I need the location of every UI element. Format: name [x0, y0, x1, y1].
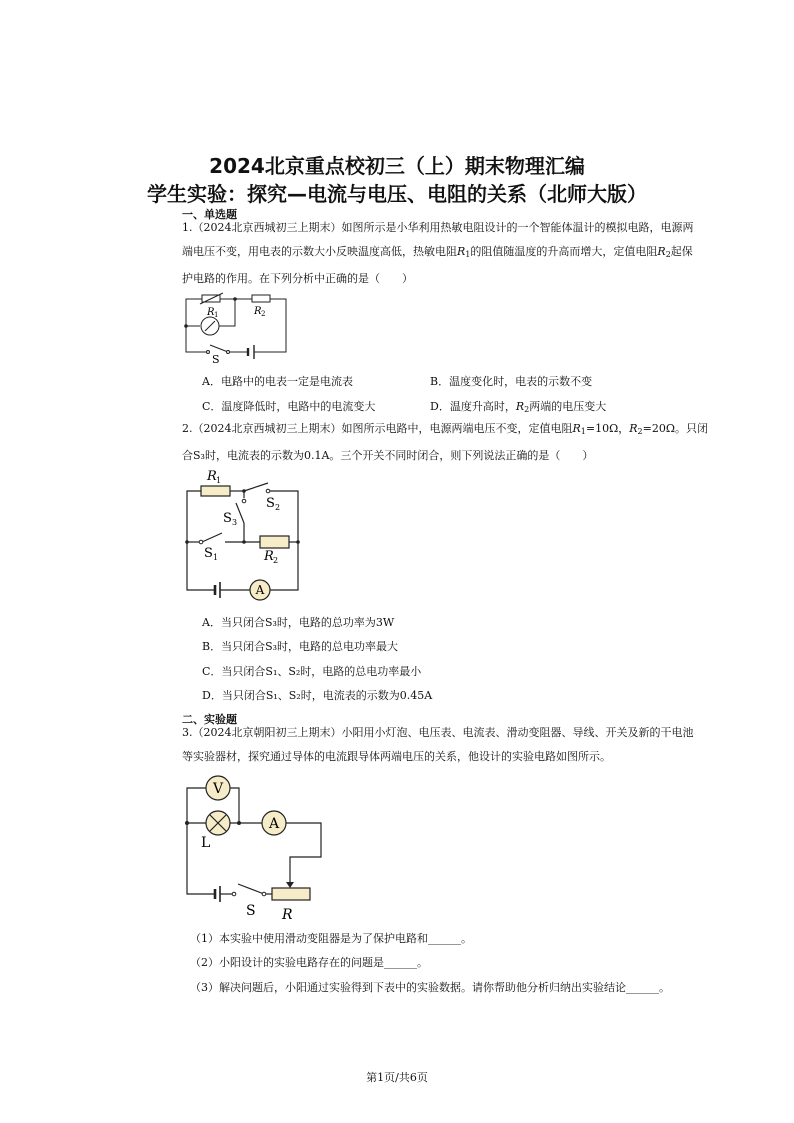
voltmeter-label: V [212, 781, 224, 797]
question-2-line-a: 2.（2024北京西城初三上期末）如图所示电路中，电源两端电压不变，定值电阻$R_1=10\Omega$，$R_2=20\Omega$。只闭 [182, 422, 708, 436]
label-r2: R [254, 306, 262, 317]
question-2-stem [182, 417, 760, 468]
document-subtitle: 学生实验：探究—电流与电压、电阻的关系（北师大版） [147, 182, 647, 206]
question-1-stem [182, 216, 760, 291]
label-r1: R [207, 307, 215, 318]
question-3-stem [182, 721, 760, 769]
question-3-line-a: 3.（2024北京朝阳初三上期末）小阳用小灯泡、电压表、电流表、滑动变阻器、导线、开关及新的干电池 [182, 726, 694, 739]
question-2-option-b: B．当只闭合S₃时，电路的总电功率最大 [202, 640, 399, 653]
label-r1-sub: 1 [216, 476, 222, 485]
section-heading-single-choice: 一、单选题 [182, 208, 237, 221]
label-s2: S [266, 496, 275, 511]
question-3-line-b: 等实验器材，探究通过导体的电流跟导体两端电压的关系，他设计的实验电路如图所示。 [182, 750, 611, 763]
label-r2: R [264, 549, 274, 564]
question-2-option-c: C．当只闭合S₁、S₂时，电路的总电功率最小 [202, 665, 422, 678]
question-2-circuit-diagram [180, 465, 305, 605]
label-r2-sub: 2 [273, 556, 279, 565]
question-1-option-b: B．温度变化时，电表的示数不变 [430, 375, 593, 388]
label-s3-sub: 3 [232, 518, 238, 527]
question-2-option-a: A．当只闭合S₃时，电路的总功率为3W [202, 616, 395, 629]
question-1-option-a: A．电路中的电表一定是电流表 [202, 375, 353, 388]
question-1-option-c: C．温度降低时，电路中的电流变大 [202, 400, 376, 413]
section-heading-experiment: 二、实验题 [182, 713, 237, 726]
question-2-option-d: D．当只闭合S₁、S₂时，电流表的示数为0.45A [202, 689, 433, 702]
question-3-circuit-diagram [180, 770, 330, 922]
label-r1: R [207, 469, 217, 484]
page-footer: 第1页/共6页 [366, 1071, 428, 1084]
question-2-line-b: 合S₃时，电流表的示数为0.1A。三个开关不同时闭合，则下列说法正确的是（ ） [182, 449, 594, 462]
label-s1-sub: 1 [213, 553, 219, 562]
question-1-circuit-diagram [180, 290, 300, 364]
label-s3: S [223, 511, 232, 526]
ammeter-label: A [255, 583, 265, 597]
label-s: S [212, 353, 220, 364]
label-r2-sub: 2 [261, 310, 266, 318]
lamp-label: L [201, 835, 211, 851]
question-3-sub-3: （3）解决问题后，小阳通过实验得到下表中的实验数据。请你帮助他分析归纳出实验结论______。 [190, 981, 670, 994]
label-s2-sub: 2 [275, 503, 281, 512]
label-r1-sub: 1 [214, 311, 219, 319]
question-1-line-b: 端电压不变，用电表的示数大小反映温度高低，热敏电阻$R_1$的阻值随温度的升高而增大，定值电阻$R_2$起保 [182, 245, 693, 259]
label-s1: S [204, 546, 213, 561]
ammeter-label: A [268, 816, 280, 832]
switch-label: S [246, 903, 256, 919]
document-title: 2024北京重点校初三（上）期末物理汇编 [209, 154, 585, 178]
question-1-option-d: D．温度升高时，$R_2$两端的电压变大 [430, 400, 607, 414]
question-1-line-c: 护电路的作用。在下列分析中正确的是（ ） [182, 272, 413, 285]
question-1-line-a: 1.（2024北京西城初三上期末）如图所示是小华利用热敏电阻设计的一个智能体温计的模拟电路，电源两 [182, 221, 694, 234]
rheostat-label: R [282, 907, 293, 922]
question-3-sub-1: （1）本实验中使用滑动变阻器是为了保护电路和______。 [190, 932, 472, 945]
question-3-sub-2: （2）小阳设计的实验电路存在的问题是______。 [190, 956, 428, 969]
